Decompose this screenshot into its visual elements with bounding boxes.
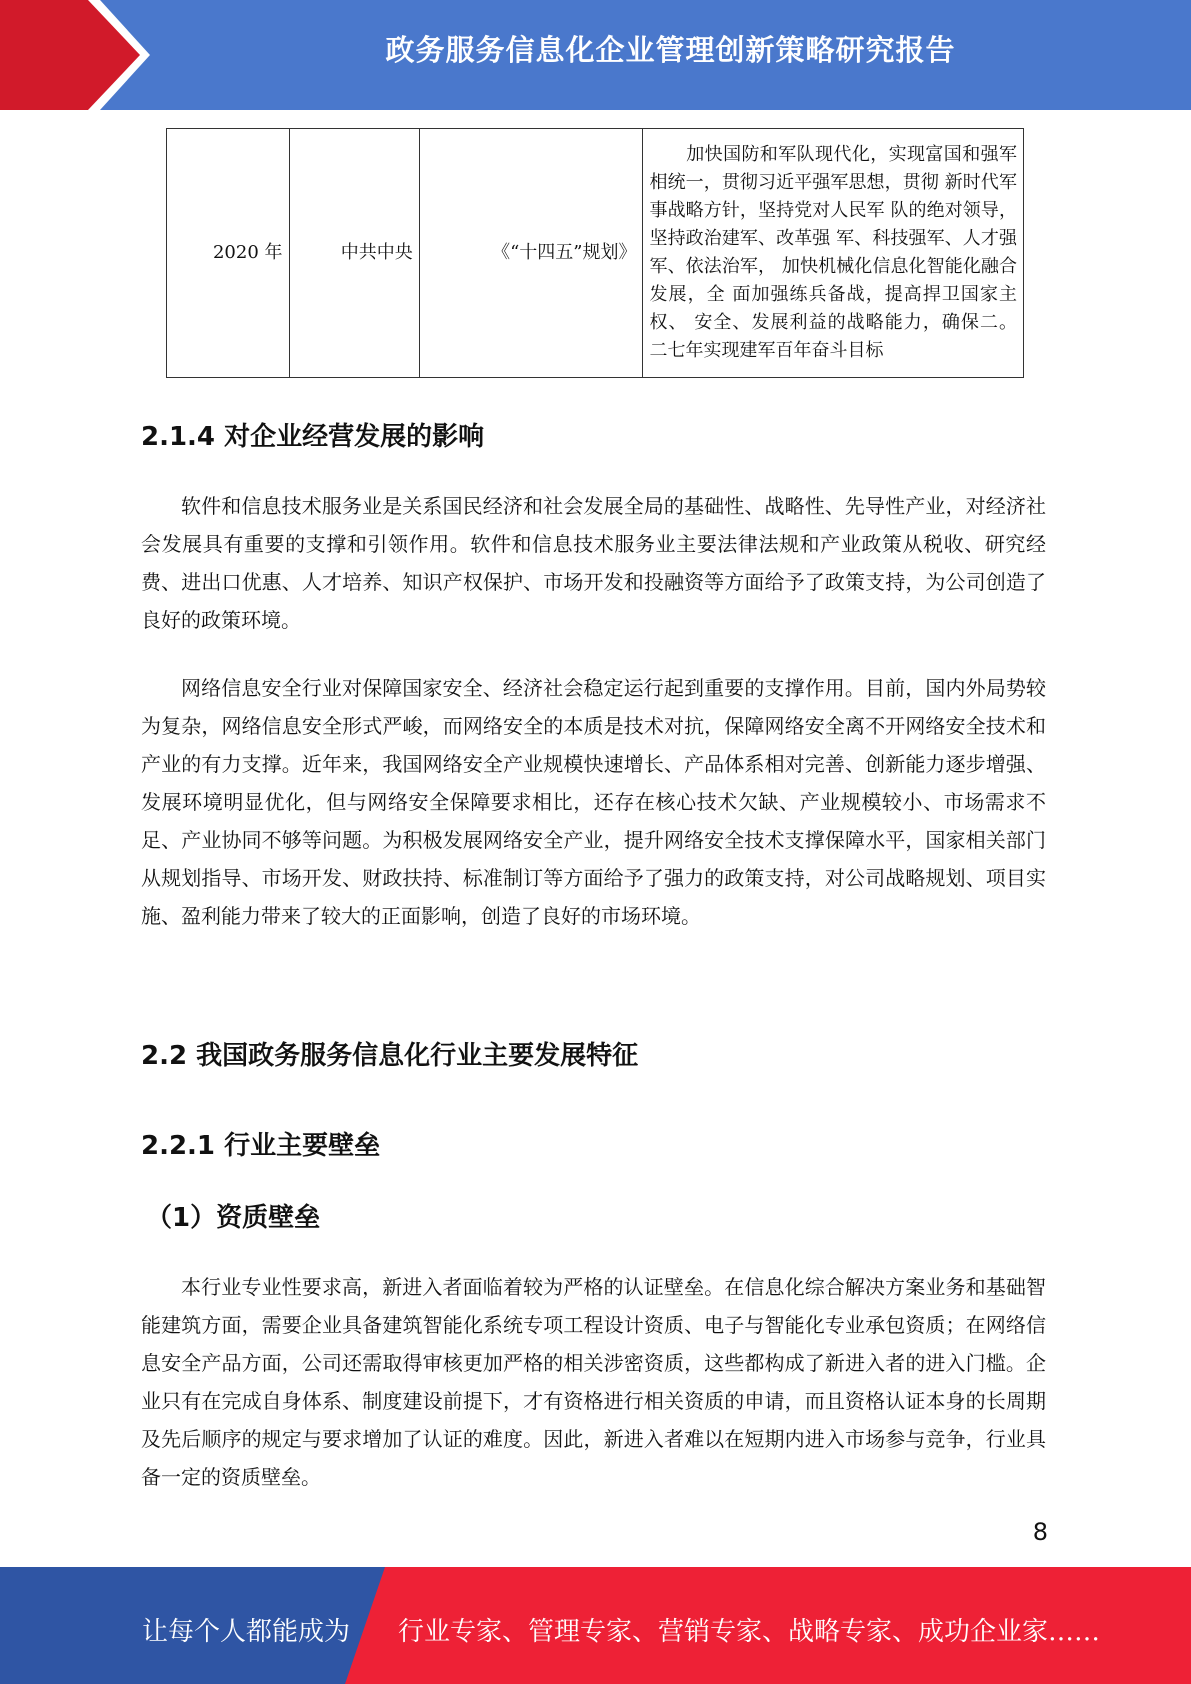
section-heading-2-1-4: 2.1.4 对企业经营发展的影响 — [141, 422, 485, 452]
page-footer — [0, 1567, 1191, 1684]
table-cell-content: 加快国防和军队现代化，实现富国和强军相统一，贯彻习近平强军思想，贯彻 新时代军事战略方针，坚持党对人民军 队的绝对领导，坚持政治建军、改革强 军、科技强军、人才强军、依法治军， 加快机械化信息化智能化融合发展，全 面加强练兵备战，提高捍卫国家主权、 安全、发展利益的战略能力，确保二。 二七年实现建军百年奋斗目标 — [643, 129, 1024, 378]
table-cell-year: 2020 年 — [167, 129, 290, 378]
paragraph: 本行业专业性要求高，新进入者面临着较为严格的认证壁垒。在信息化综合解决方案业务和基础智能建筑方面，需要企业具备建筑智能化系统专项工程设计资质、电子与智能化专业承包资质；在网络信息安全产品方面，公司还需取得审核更加严格的相关涉密资质，这些都构成了新进入者的进入门槛。企业只有在完成自身体系、制度建设前提下，才有资格进行相关资质的申请，而且资格认证本身的长周期及先后顺序的规定与要求增加了认证的难度。因此，新进入者难以在短期内进入市场参与竞争，行业具备一定的资质壁垒。 — [141, 1275, 1046, 1489]
footer-slogan-left: 让每个人都能成为 — [142, 1617, 351, 1647]
table-cell-document: 《“十四五”规划》 — [419, 129, 643, 378]
footer-slogan-right: 行业专家、管理专家、营销专家、战略专家、成功企业家…… — [398, 1617, 1101, 1647]
paragraph: 网络信息安全行业对保障国家安全、经济社会稳定运行起到重要的支撑作用。目前，国内外局势较为复杂，网络信息安全形式严峻，而网络安全的本质是技术对抗，保障网络安全离不开网络安全技术和产业的有力支撑。近年来，我国网络安全产业规模快速增长、产品体系相对完善、创新能力逐步增强、发展环境明显优化，但与网络安全保障要求相比，还存在核心技术欠缺、产业规模较小、市场需求不足、产业协同不够等问题。为积极发展网络安全产业，提升网络安全技术支撑保障水平，国家相关部门从规划指导、市场开发、财政扶持、标准制订等方面给予了强力的政策支持，对公司战略规划、项目实施、盈利能力带来了较大的正面影响，创造了良好的市场环境。 — [141, 676, 1046, 928]
table-row — [167, 129, 1024, 378]
page-number: 8 — [1032, 1518, 1048, 1546]
table-cell-org: 中共中央 — [289, 129, 419, 378]
subsection-heading-qualification: （1）资质壁垒 — [146, 1203, 321, 1233]
section-heading-2-2: 2.2 我国政务服务信息化行业主要发展特征 — [141, 1041, 639, 1071]
policy-table — [166, 128, 1024, 378]
report-title: 政务服务信息化企业管理创新策略研究报告 — [385, 33, 956, 67]
page-header — [0, 0, 1191, 110]
section-heading-2-2-1: 2.2.1 行业主要壁垒 — [141, 1131, 381, 1161]
paragraph: 软件和信息技术服务业是关系国民经济和社会发展全局的基础性、战略性、先导性产业，对经济社会发展具有重要的支撑和引领作用。软件和信息技术服务业主要法律法规和产业政策从税收、研究经费、进出口优惠、人才培养、知识产权保护、市场开发和投融资等方面给予了政策支持，为公司创造了良好的政策环境。 — [141, 494, 1046, 632]
